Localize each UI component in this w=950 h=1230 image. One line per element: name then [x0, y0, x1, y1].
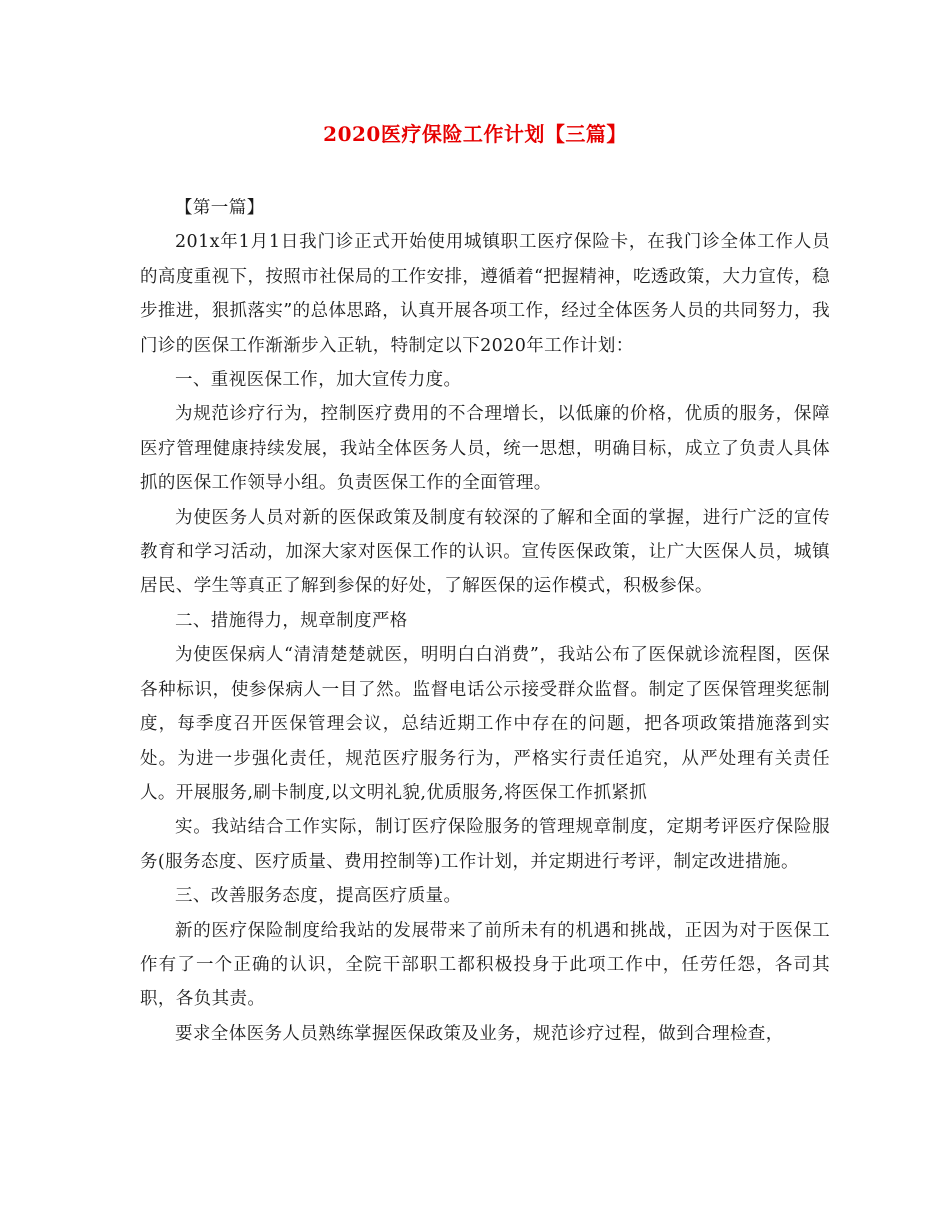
paragraph: 新的医疗保险制度给我站的发展带来了前所未有的机遇和挑战，正因为对于医保工作有了一个正确的认识，全院干部职工都积极投身于此项工作中，任劳任怨，各司其职，各负其责。 [140, 920, 830, 1010]
section-heading: 一、重视医保工作，加大宣传力度。 [175, 370, 462, 391]
paragraph: 实。我站结合工作实际，制订医疗保险服务的管理规章制度，定期考评医疗保险服务(服务态度、医疗质量、费用控制等)工作计划，并定期进行考评，制定改进措施。 [140, 817, 830, 872]
document-body [140, 191, 830, 1051]
section-label: 【第一篇】 [175, 198, 265, 218]
document-title: 2020医疗保险工作计划【三篇】 [323, 122, 627, 146]
paragraph: 为使医保病人“清清楚楚就医，明明白白消费”，我站公布了医保就诊流程图，医保各种标识，使参保病人一目了然。监督电话公示接受群众监督。制定了医保管理奖惩制度，每季度召开医保管理会议，总结近期工作中存在的问题，把各项政策措施落到实处。为进一步强化责任，规范医疗服务行为，严格实行责任追究，从严处理有关责任人。开展服务,刷卡制度,以文明礼貌,优质服务,将医保工作抓紧抓 [140, 645, 830, 803]
section-heading: 二、措施得力，规章制度严格 [175, 610, 408, 631]
section-heading: 三、改善服务态度，提高医疗质量。 [175, 886, 462, 907]
paragraph: 为使医务人员对新的医保政策及制度有较深的了解和全面的掌握，进行广泛的宣传教育和学习活动，加深大家对医保工作的认识。宣传医保政策，让广大医保人员，城镇居民、学生等真正了解到参保的好处，了解医保的运作模式，积极参保。 [140, 507, 830, 597]
paragraph: 201x年1月1日我门诊正式开始使用城镇职工医疗保险卡，在我门诊全体工作人员的高度重视下，按照市社保局的工作安排，遵循着“把握精神，吃透政策，大力宣传，稳步推进，狠抓落实”的总体思路，认真开展各项工作，经过全体医务人员的共同努力，我门诊的医保工作渐渐步入正轨，特制定以下2020年工作计划： [140, 232, 830, 356]
paragraph: 为规范诊疗行为，控制医疗费用的不合理增长，以低廉的价格，优质的服务，保障医疗管理健康持续发展，我站全体医务人员，统一思想，明确目标，成立了负责人具体抓的医保工作领导小组。负责医保工作的全面管理。 [140, 404, 830, 494]
paragraph: 要求全体医务人员熟练掌握医保政策及业务，规范诊疗过程，做到合理检查， [175, 1023, 784, 1044]
